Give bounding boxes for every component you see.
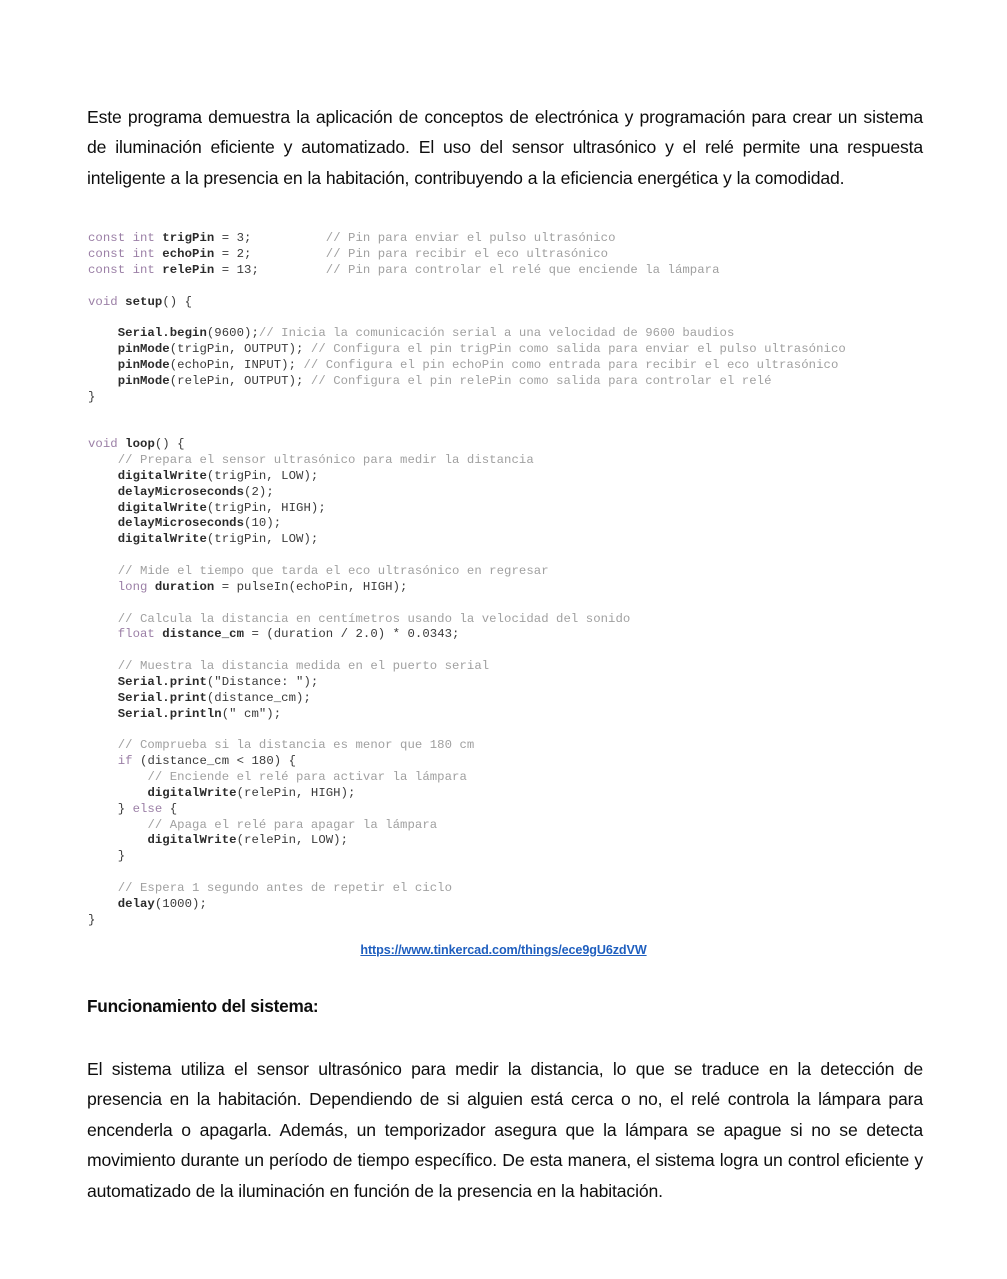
code-line: [88, 295, 948, 311]
code-token-plain: }: [88, 801, 133, 816]
code-line: [88, 374, 948, 390]
code-token-id: digitalWrite: [117, 468, 207, 483]
code-token-id: digitalWrite: [117, 532, 207, 547]
code-line: [88, 390, 948, 406]
code-token-plain: }: [88, 389, 96, 404]
code-token-plain: = 3;: [214, 231, 326, 246]
code-token-com: // Prepara el sensor ultrasónico para medir la distancia: [117, 453, 534, 468]
code-token-kw: const int: [88, 231, 163, 246]
code-token-plain: [88, 691, 118, 705]
code-line: [88, 485, 948, 501]
code-line: [88, 437, 948, 453]
code-line: [88, 897, 948, 913]
code-token-kw: void: [88, 437, 126, 452]
code-token-com: // Configura el pin relePin como salida para controlar el relé: [310, 373, 772, 388]
code-line: [88, 596, 948, 612]
code-token-id: delayMicroseconds: [117, 484, 245, 499]
code-line: [88, 516, 948, 532]
code-token-com: // Pin para enviar el pulso ultrasónico: [325, 231, 616, 246]
code-token-plain: () {: [154, 437, 185, 452]
code-token-plain: [88, 564, 118, 578]
code-token-plain: (relePin, LOW);: [236, 833, 349, 848]
code-token-plain: {: [169, 801, 178, 816]
code-token-plain: }: [88, 912, 96, 927]
code-token-kw: const int: [88, 262, 163, 277]
code-line: [88, 263, 948, 279]
code-line: [88, 453, 948, 469]
code-token-com: // Apaga el relé para apagar la lámpara: [147, 817, 438, 832]
code-token-com: // Pin para recibir el eco ultrasónico: [325, 247, 609, 262]
code-token-plain: (2);: [244, 484, 274, 499]
code-line: [88, 612, 948, 628]
code-token-plain: }: [88, 849, 126, 864]
code-token-plain: [88, 659, 118, 673]
code-token-id: Serial.print: [117, 674, 207, 689]
code-line: [88, 580, 948, 596]
intro-paragraph: Este programa demuestra la aplicación de conceptos de electrónica y programación para crear un sistema de iluminación eficiente y automatizado. El uso del sensor ultrasónico y el relé permite una respuesta inteligente a la presencia en la habitación, contribuyendo a la eficiencia energética y la comodidad.: [87, 106, 923, 188]
code-token-plain: [88, 580, 118, 594]
code-token-id: trigPin: [162, 231, 215, 246]
code-line: [88, 627, 948, 643]
code-token-plain: (echoPin, INPUT);: [169, 358, 304, 373]
code-token-id: distance_cm: [162, 627, 245, 642]
code-line: [88, 469, 948, 485]
code-token-plain: (relePin, OUTPUT);: [169, 373, 311, 388]
code-line: [88, 247, 948, 263]
code-token-plain: [88, 675, 118, 689]
code-token-id: digitalWrite: [117, 500, 207, 515]
code-token-id: pinMode: [117, 358, 170, 373]
code-line: [88, 564, 948, 580]
code-token-plain: [88, 612, 118, 626]
code-token-plain: [88, 469, 118, 483]
code-line: [88, 802, 948, 818]
code-line: [88, 311, 948, 327]
code-token-plain: (relePin, HIGH);: [236, 785, 356, 800]
code-token-com: // Comprueba si la distancia es menor que 180 cm: [117, 738, 475, 753]
code-token-id: relePin: [162, 262, 215, 277]
code-token-com: // Muestra la distancia medida en el puerto serial: [117, 659, 490, 674]
code-token-plain: (trigPin, HIGH);: [206, 500, 326, 515]
code-token-plain: = 13;: [214, 262, 326, 277]
code-token-plain: [88, 818, 147, 832]
code-token-plain: = (duration / 2.0) * 0.0343;: [244, 627, 460, 642]
code-token-plain: (distance_cm);: [206, 690, 311, 705]
code-token-plain: [88, 833, 147, 847]
code-line: [88, 754, 948, 770]
code-token-plain: (9600);: [206, 326, 259, 341]
code-line: [88, 532, 948, 548]
code-line: [88, 659, 948, 675]
code-token-plain: (" cm");: [221, 706, 282, 721]
code-line: [88, 643, 948, 659]
code-token-plain: [88, 532, 118, 546]
code-token-id: Serial.begin: [117, 326, 207, 341]
code-line: [88, 358, 948, 374]
code-token-plain: [88, 485, 118, 499]
code-token-com: // Mide el tiempo que tarda el eco ultrasónico en regresar: [117, 564, 549, 579]
code-token-plain: (trigPin, LOW);: [206, 468, 319, 483]
code-token-plain: [88, 786, 147, 800]
code-token-plain: [88, 754, 118, 768]
code-token-plain: [88, 881, 118, 895]
code-token-id: pinMode: [117, 342, 170, 357]
code-token-id: duration: [154, 579, 215, 594]
code-token-plain: [88, 738, 118, 752]
code-token-kw: long: [117, 579, 155, 594]
code-token-com: // Configura el pin echoPin como entrada para recibir el eco ultrasónico: [303, 358, 839, 373]
code-token-id: delay: [117, 896, 155, 911]
code-token-kw: if: [117, 754, 141, 769]
code-token-id: echoPin: [162, 247, 215, 262]
code-token-plain: [88, 770, 147, 784]
code-line: [88, 326, 948, 342]
code-token-plain: [88, 516, 118, 530]
code-token-com: // Espera 1 segundo antes de repetir el ciclo: [117, 880, 453, 895]
code-token-kw: float: [117, 627, 163, 642]
code-token-plain: [88, 326, 118, 340]
code-line: [88, 913, 948, 929]
code-token-plain: [88, 627, 118, 641]
code-line: [88, 406, 948, 422]
code-token-plain: [88, 358, 118, 372]
code-line: [88, 818, 948, 834]
closing-paragraph: El sistema utiliza el sensor ultrasónico para medir la distancia, lo que se traduce en la detección de presencia en la habitación. Dependiendo de si alguien está cerca o no, el relé controla la lámpara para encenderla o apagarla. Además, un temporizador asegura que la lámpara se apague si no se detecta movimiento durante un período de tiempo específico. De esta manera, el sistema logra un control eficiente y automatizado de la iluminación en función de la presencia en la habitación.: [87, 1058, 923, 1201]
code-line: [88, 279, 948, 295]
code-line: [88, 738, 948, 754]
code-line: [88, 833, 948, 849]
code-line: [88, 231, 948, 247]
code-token-id: loop: [125, 437, 155, 452]
code-token-id: delayMicroseconds: [117, 516, 245, 531]
code-line: [88, 691, 948, 707]
code-token-kw: void: [88, 294, 126, 309]
code-line: [88, 722, 948, 738]
code-token-com: // Inicia la comunicación serial a una velocidad de 9600 baudios: [258, 326, 735, 341]
code-token-com: // Calcula la distancia en centímetros usando la velocidad del sonido: [117, 611, 631, 626]
code-line: [88, 865, 948, 881]
code-token-com: // Enciende el relé para activar la lámpara: [147, 769, 467, 784]
code-token-plain: (10);: [244, 516, 282, 531]
source-link-container: [0, 941, 1007, 959]
tinkercad-source-link[interactable]: https://www.tinkercad.com/things/ece9gU6zdVW: [360, 943, 647, 957]
code-token-plain: [88, 374, 118, 388]
code-line: [88, 342, 948, 358]
code-line: [88, 548, 948, 564]
code-line: [88, 707, 948, 723]
code-token-plain: [88, 453, 118, 467]
code-token-id: pinMode: [117, 373, 170, 388]
code-token-id: setup: [125, 294, 163, 309]
code-line: [88, 501, 948, 517]
code-token-id: Serial.print: [117, 690, 207, 705]
code-token-id: digitalWrite: [147, 785, 237, 800]
code-token-plain: [88, 342, 118, 356]
code-token-plain: [88, 707, 118, 721]
code-line: [88, 421, 948, 437]
code-token-plain: (distance_cm < 180) {: [140, 754, 297, 769]
code-token-plain: () {: [162, 294, 193, 309]
code-token-plain: [88, 501, 118, 515]
code-token-kw: const int: [88, 247, 163, 262]
code-token-plain: ("Distance: ");: [206, 674, 319, 689]
arduino-code-block: [88, 231, 948, 928]
code-token-com: // Configura el pin trigPin como salida para enviar el pulso ultrasónico: [310, 342, 846, 357]
code-token-id: Serial.println: [117, 706, 222, 721]
code-line: [88, 786, 948, 802]
code-token-plain: = pulseIn(echoPin, HIGH);: [214, 579, 408, 594]
code-token-plain: = 2;: [214, 247, 326, 262]
code-token-com: // Pin para controlar el relé que enciende la lámpara: [325, 262, 720, 277]
code-line: [88, 770, 948, 786]
code-token-plain: (trigPin, LOW);: [206, 532, 319, 547]
code-token-plain: (trigPin, OUTPUT);: [169, 342, 311, 357]
code-token-id: digitalWrite: [147, 833, 237, 848]
code-line: [88, 881, 948, 897]
code-line: [88, 675, 948, 691]
code-token-plain: (1000);: [154, 896, 207, 911]
code-token-kw: else: [132, 801, 170, 816]
code-line: [88, 849, 948, 865]
code-token-plain: [88, 897, 118, 911]
section-heading-funcionamiento: Funcionamiento del sistema:: [87, 996, 319, 1017]
